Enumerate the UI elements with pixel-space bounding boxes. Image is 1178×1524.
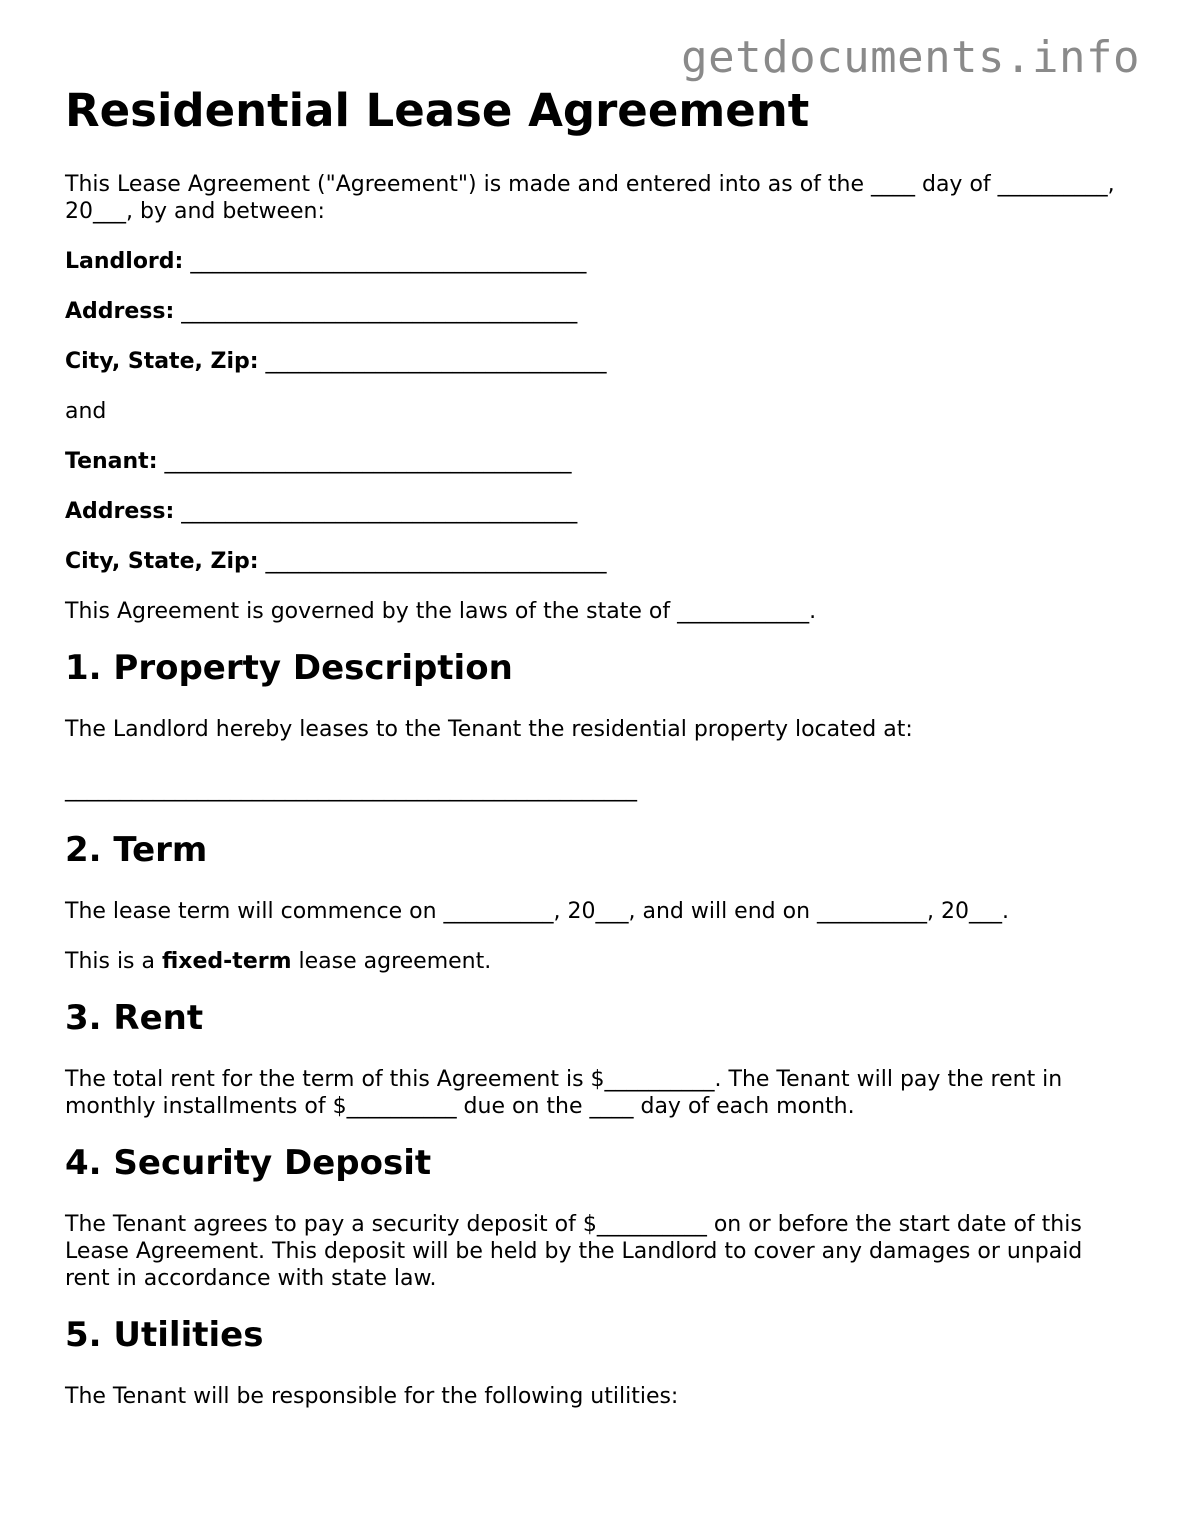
- tenant-address-blank: ____________________________________: [174, 499, 578, 524]
- section-heading-rent: 3. Rent: [65, 998, 204, 1038]
- landlord-address-field: [65, 298, 1125, 325]
- fixed-term-bold: fixed-term: [162, 949, 292, 974]
- document-page: [65, 84, 1125, 1410]
- landlord-address-label: Address:: [65, 299, 175, 324]
- landlord-name-blank: ____________________________________: [183, 249, 587, 274]
- fixed-term-paragraph: [65, 948, 1125, 975]
- tenant-city-state-zip-field: [65, 548, 1125, 575]
- intro-paragraph: This Lease Agreement ("Agreement") is made and entered into as of the ____ day of __________, 20___, by and between:: [65, 172, 1115, 224]
- section-heading-property: 1. Property Description: [65, 648, 513, 688]
- rent-paragraph: The total rent for the term of this Agreement is $__________. The Tenant will pay the rent in monthly installments of $__________ due on the ____ day of each month.: [65, 1067, 1063, 1119]
- landlord-name-label: Landlord:: [65, 249, 184, 274]
- landlord-city-state-zip-blank: _______________________________: [258, 349, 607, 374]
- landlord-address-blank: ____________________________________: [174, 299, 578, 324]
- tenant-city-state-zip-label: City, State, Zip:: [65, 549, 259, 574]
- watermark: getdocuments.info: [681, 32, 1140, 83]
- tenant-name-label: Tenant:: [65, 449, 158, 474]
- governing-law-paragraph: This Agreement is governed by the laws of the state of ____________.: [65, 599, 817, 624]
- property-address-blank: ____________________________________________________: [65, 777, 637, 802]
- section-heading-security-deposit: 4. Security Deposit: [65, 1143, 432, 1183]
- tenant-address-field: [65, 498, 1125, 525]
- property-paragraph: The Landlord hereby leases to the Tenant the residential property located at:: [65, 717, 913, 742]
- fixed-term-suffix: lease agreement.: [291, 949, 492, 974]
- tenant-name-field: [65, 448, 1125, 475]
- landlord-name-field: [65, 248, 1125, 275]
- term-paragraph: The lease term will commence on __________, 20___, and will end on __________, 20___.: [65, 899, 1009, 924]
- utilities-paragraph: The Tenant will be responsible for the following utilities:: [65, 1384, 679, 1409]
- landlord-city-state-zip-label: City, State, Zip:: [65, 349, 259, 374]
- landlord-city-state-zip-field: [65, 348, 1125, 375]
- and-text: and: [65, 399, 107, 424]
- tenant-name-blank: _____________________________________: [157, 449, 572, 474]
- section-heading-term: 2. Term: [65, 830, 208, 870]
- section-heading-utilities: 5. Utilities: [65, 1315, 264, 1355]
- tenant-city-state-zip-blank: _______________________________: [258, 549, 607, 574]
- fixed-term-prefix: This is a: [65, 949, 162, 974]
- document-title: Residential Lease Agreement: [65, 84, 810, 137]
- tenant-address-label: Address:: [65, 499, 175, 524]
- security-deposit-paragraph: The Tenant agrees to pay a security deposit of $__________ on or before the start date of this Lease Agreement. This deposit will be held by the Landlord to cover any damages or unpaid rent in accordance with state law.: [65, 1212, 1083, 1291]
